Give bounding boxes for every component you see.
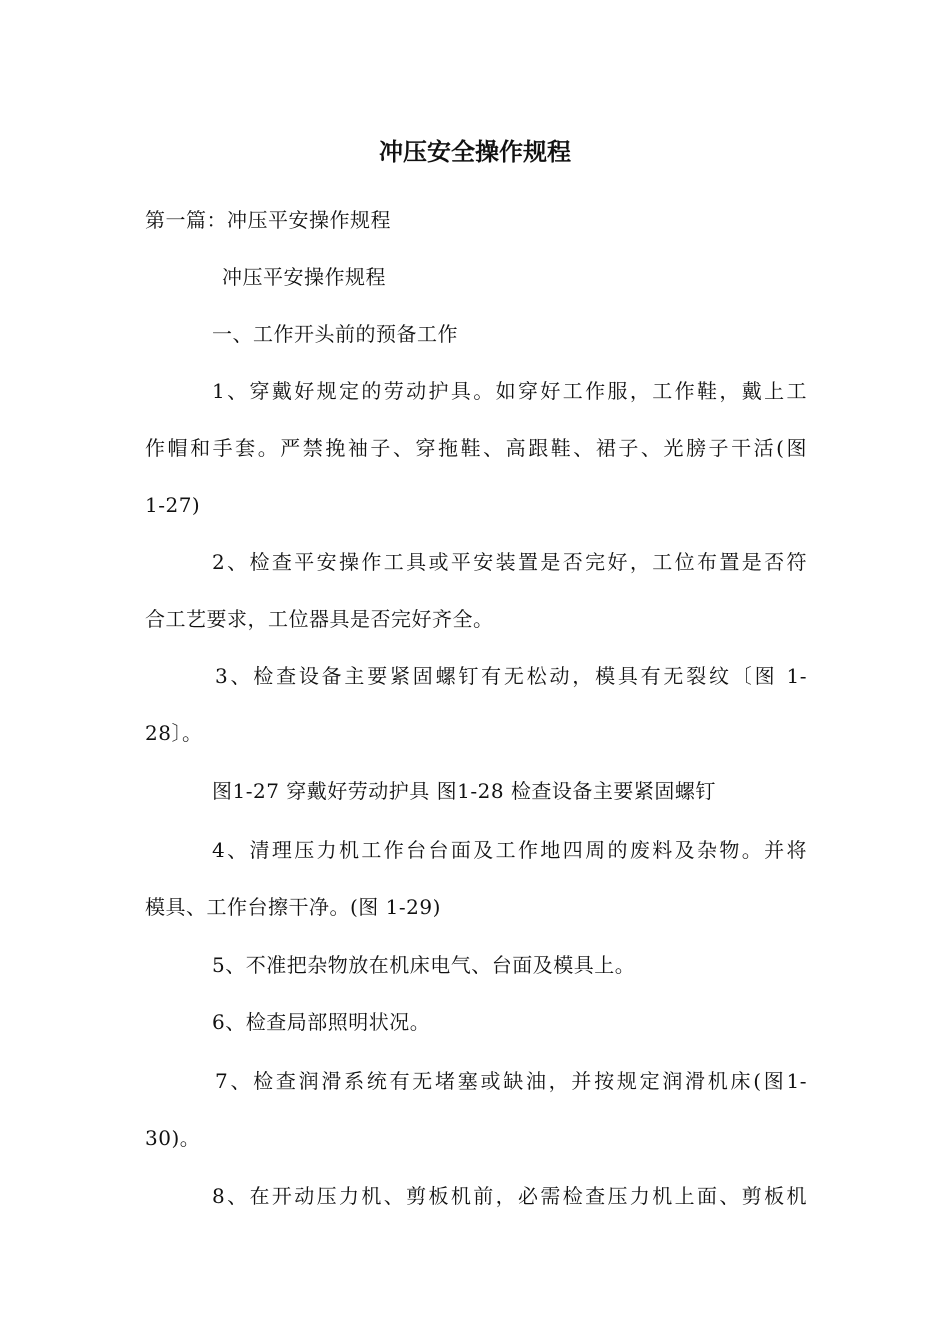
paragraph-4-line-2: 模具、工作台擦干净。(图 1-29) (145, 895, 441, 919)
paragraph-8-line-1: 8、在开动压力机、剪板机前，必需检查压力机上面、剪板机 (212, 1184, 807, 1208)
figure-caption: 图1-27 穿戴好劳动护具 图1-28 检查设备主要紧固螺钉 (212, 779, 716, 803)
paragraph-4-line-1: 4、清理压力机工作台台面及工作地四周的废料及杂物。并将 (212, 838, 807, 862)
document-title: 冲压安全操作规程 (379, 137, 571, 166)
subsection-heading: 一、工作开头前的预备工作 (212, 322, 458, 346)
paragraph-7-line-2: 30)。 (145, 1126, 201, 1150)
paragraph-1-line-2: 作帽和手套。严禁挽袖子、穿拖鞋、高跟鞋、裙子、光膀子干活(图 (145, 436, 807, 460)
paragraph-3-line-1: 3、检查设备主要紧固螺钉有无松动，模具有无裂纹〔图 1- (215, 664, 807, 688)
paragraph-2-line-1: 2、检查平安操作工具或平安装置是否完好，工位布置是否符 (212, 550, 807, 574)
chapter-heading: 第一篇：冲压平安操作规程 (145, 208, 391, 232)
paragraph-5: 5、不准把杂物放在机床电气、台面及模具上。 (212, 953, 636, 977)
paragraph-3-line-2: 28〕。 (145, 721, 203, 745)
paragraph-1-line-1: 1、穿戴好规定的劳动护具。如穿好工作服，工作鞋，戴上工 (212, 379, 807, 403)
section-heading: 冲压平安操作规程 (222, 265, 386, 289)
paragraph-2-line-2: 合工艺要求，工位器具是否完好齐全。 (145, 607, 494, 631)
paragraph-1-line-3: 1-27) (145, 493, 201, 517)
paragraph-6: 6、检查局部照明状况。 (212, 1010, 431, 1034)
paragraph-7-line-1: 7、检查润滑系统有无堵塞或缺油，并按规定润滑机床(图1- (215, 1069, 807, 1093)
